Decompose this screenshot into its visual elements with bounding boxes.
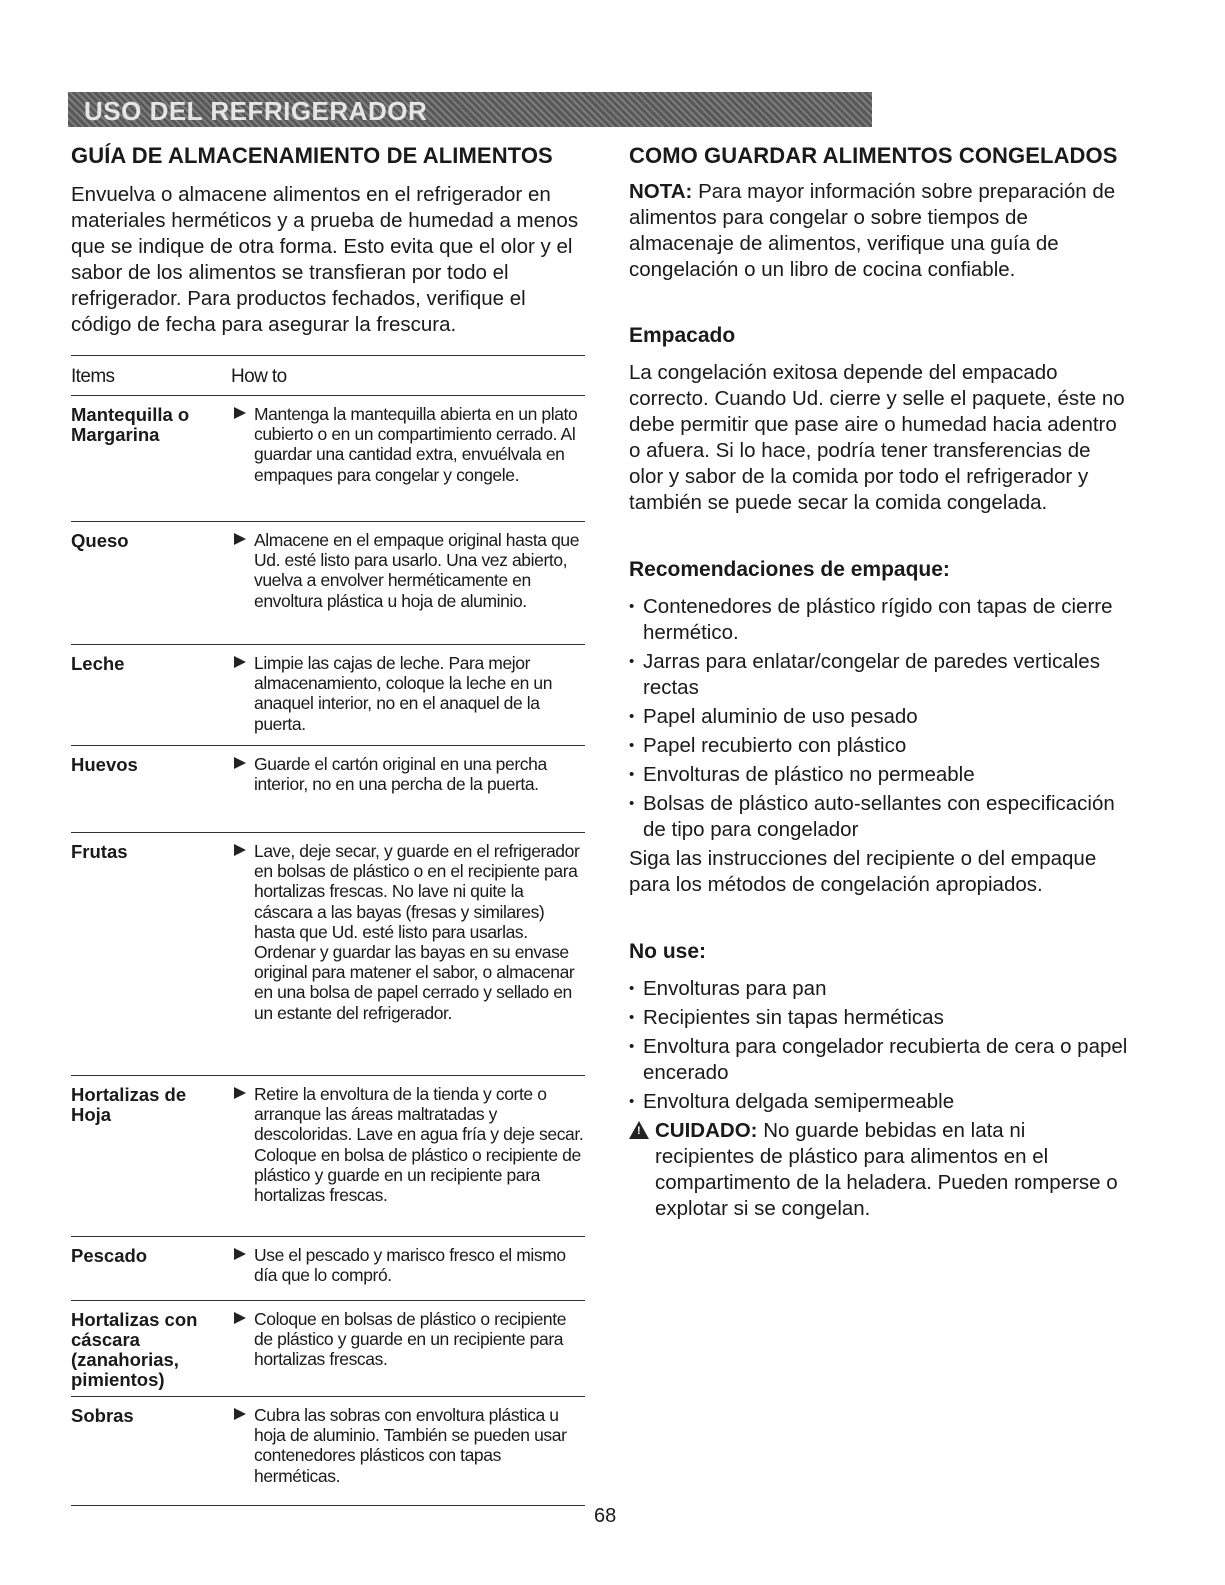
row-item: Leche (71, 653, 125, 674)
recommendations-list (629, 594, 1129, 843)
row-how-to: Lave, deje secar, y guarde en el refrigerador en bolsas de plástico o en el recipiente para hortalizas frescas. No lave ni quite la cáscara a las bayas (fresas y similares) hasta que Ud. esté listo para usarlas. Ordenar y guardar las bayas en su envase original para matener el sabor, o almacenar en una bolsa de papel cerrado y sellado en un estante del refrigerador. (254, 841, 580, 1023)
arrow-right-icon (234, 407, 246, 419)
table-row (71, 1237, 585, 1301)
arrow-right-icon (234, 1087, 246, 1099)
table-row (71, 1076, 585, 1237)
list-item: • Contenedores de plástico rígido con tapas de cierre hermético. (629, 594, 1129, 646)
storage-guide-intro: Envuelva o almacene alimentos en el refrigerador en materiales herméticos y a prueba de humedad a menos que se indique de otra forma. Esto evita que el olor y el sabor de los alimentos se transfieran por todo el refrigerador. Para productos fechados, verifique el código de fecha para asegurar la frescura. (71, 183, 579, 336)
left-column (71, 143, 586, 338)
row-how-to: Guarde el cartón original en una percha interior, no en una percha de la puerta. (254, 754, 547, 795)
row-item: Hortalizas de Hoja (71, 1084, 187, 1125)
storage-guide-heading: GUÍA DE ALMACENAMIENTO DE ALIMENTOS (71, 143, 553, 168)
row-item: Pescado (71, 1245, 148, 1266)
row-item: Queso (71, 530, 129, 551)
header-how-to: How to (231, 366, 287, 387)
list-item: • Papel aluminio de uso pesado (629, 704, 1129, 730)
table-row (71, 746, 585, 833)
section-banner (68, 92, 872, 127)
row-how-to: Limpie las cajas de leche. Para mejor almacenamiento, coloque la leche en un anaquel interior, no en el anaquel de la puerta. (254, 653, 553, 734)
list-item: • Envolturas de plástico no permeable (629, 762, 1129, 788)
arrow-right-icon (234, 1312, 246, 1324)
list-item: • Envoltura delgada semipermeable (629, 1089, 1129, 1115)
row-how-to: Use el pescado y marisco fresco el mismo día que lo compró. (254, 1245, 566, 1286)
page-number: 68 (594, 1505, 617, 1527)
table-row (71, 833, 585, 1076)
frozen-foods-heading: COMO GUARDAR ALIMENTOS CONGELADOS (629, 143, 1118, 168)
row-item: Frutas (71, 841, 128, 862)
table-row (71, 645, 585, 746)
list-item: • Envoltura para congelador recubierta de cera o papel encerado (629, 1034, 1129, 1086)
table-row (71, 396, 585, 522)
list-item: • Bolsas de plástico auto-sellantes con especificación de tipo para congelador (629, 791, 1129, 843)
caution-text: No guarde bebidas en lata ni recipientes de plástico para alimentos en el compartimento de la heladera. Pueden romperse o explotar si se congelan. (655, 1119, 1118, 1220)
arrow-right-icon (234, 1248, 246, 1260)
no-use-heading: No use: (629, 940, 707, 963)
exclamation-icon: ! (637, 1125, 641, 1137)
header-items: Items (71, 366, 115, 387)
table-row (71, 1301, 585, 1397)
note-label: NOTA: (629, 180, 693, 203)
recommendations-note: Siga las instrucciones del recipiente o del empaque para los métodos de congelación apropiados. (629, 847, 1097, 896)
note-text: Para mayor información sobre preparación de alimentos para congelar o sobre tiempos de almacenaje de alimentos, verifique una guía de congelación o un libro de cocina confiable. (629, 180, 1116, 281)
arrow-right-icon (234, 533, 246, 545)
list-item: • Recipientes sin tapas herméticas (629, 1005, 1129, 1031)
row-how-to: Cubra las sobras con envoltura plástica u hoja de aluminio. También se pueden usar contenedores plásticos con tapas herméticas. (254, 1405, 567, 1486)
table-row (71, 1397, 585, 1506)
list-item: • Papel recubierto con plástico (629, 733, 1129, 759)
row-item: Hortalizas con cáscara (zanahorias, pimientos) (71, 1309, 198, 1390)
row-how-to: Almacene en el empaque original hasta que Ud. esté listo para usarlo. Una vez abierto, vuelva a envolver herméticamente en envoltura plástica u hoja de aluminio. (254, 530, 580, 611)
storage-table (71, 355, 585, 1506)
caution-block (629, 1118, 1129, 1222)
row-item: Mantequilla o Margarina (71, 404, 190, 445)
caution-label: CUIDADO: (655, 1119, 758, 1142)
row-item: Huevos (71, 754, 138, 775)
arrow-right-icon (234, 656, 246, 668)
row-how-to: Coloque en bolsas de plástico o recipiente de plástico y guarde en un recipiente para hortalizas frescas. (254, 1309, 567, 1370)
row-how-to: Retire la envoltura de la tienda y corte o arranque las áreas maltratadas y descoloridas. Lave en agua fría y deje secar. Coloque en bolsa de plástico o recipiente de plástico y guarde en un recipiente para hortalizas frescas. (254, 1084, 584, 1206)
arrow-right-icon (234, 1408, 246, 1420)
arrow-right-icon (234, 757, 246, 769)
empacado-heading: Empacado (629, 324, 736, 347)
right-column (629, 143, 1129, 1222)
table-row (71, 522, 585, 645)
list-item: • Envolturas para pan (629, 976, 1129, 1002)
list-item: • Jarras para enlatar/congelar de paredes verticales rectas (629, 649, 1129, 701)
row-how-to: Mantenga la mantequilla abierta en un plato cubierto o en un compartimiento cerrado. Al guardar una cantidad extra, envuélvala en empaques para congelar y congele. (254, 404, 578, 485)
empacado-text: La congelación exitosa depende del empacado correcto. Cuando Ud. cierre y selle el paquete, éste no debe permitir que pase aire o humedad hacia adentro o afuera. Si lo hace, podría tener transferencias de olor y sabor de la comida por todo el refrigerador y también se puede secar la comida congelada. (629, 361, 1125, 514)
recommendations-heading: Recomendaciones de empaque: (629, 558, 950, 581)
note-paragraph (629, 179, 1129, 283)
row-item: Sobras (71, 1405, 134, 1426)
arrow-right-icon (234, 844, 246, 856)
table-header (71, 355, 585, 396)
no-use-list (629, 976, 1129, 1115)
banner-title: USO DEL REFRIGERADOR (84, 96, 428, 126)
